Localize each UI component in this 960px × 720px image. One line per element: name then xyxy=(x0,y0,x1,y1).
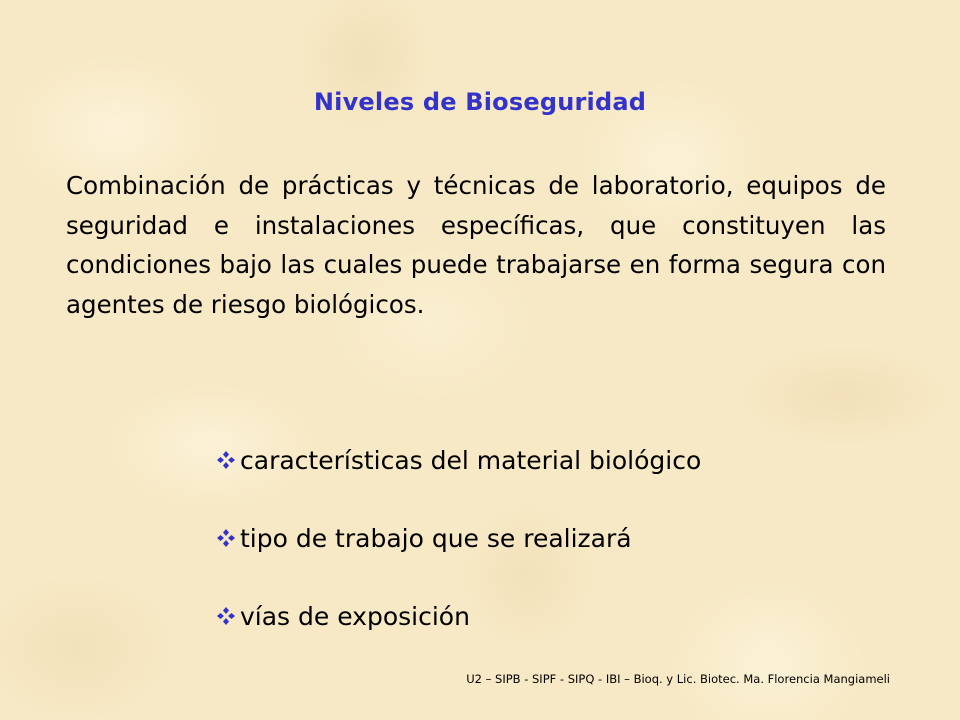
bullet-label: tipo de trabajo que se realizará xyxy=(240,523,632,553)
bullet-list xyxy=(216,440,701,674)
slide-title: Niveles de Bioseguridad xyxy=(313,88,647,116)
bullet-label: vías de exposición xyxy=(240,601,470,631)
bullet-item-work-type xyxy=(216,518,701,558)
definition-paragraph: Combinación de prácticas y técnicas de laboratorio, equipos de seguridad e instalaciones específicas, que constituyen las condiciones bajo las cuales puede trabajarse en forma segura con agentes de riesgo biológicos. xyxy=(66,171,886,319)
slide-footer: U2 – SIPB - SIPF - SIPQ - IBI – Bioq. y Lic. Biotec. Ma. Florencia Mangiameli xyxy=(466,672,890,686)
four-diamond-bullet-icon xyxy=(216,528,236,548)
four-diamond-bullet-icon xyxy=(216,450,236,470)
bullet-item-material xyxy=(216,440,701,480)
bullet-item-exposure xyxy=(216,596,701,636)
bullet-label: características del material biológico xyxy=(240,445,702,475)
four-diamond-bullet-icon xyxy=(216,606,236,626)
